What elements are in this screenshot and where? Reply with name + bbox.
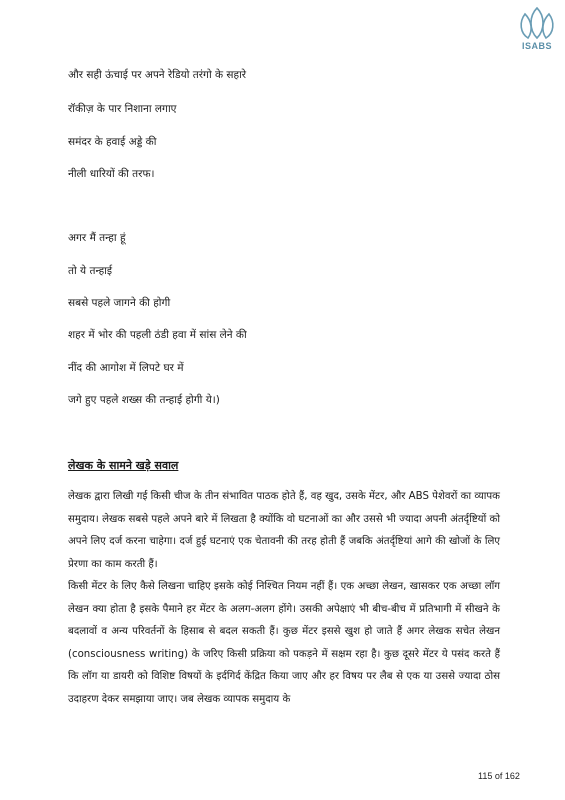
poem-line: नीली धारियों की तरफ। — [68, 168, 155, 180]
poem-line: तो ये तन्हाई — [68, 265, 113, 277]
isabs-logo — [514, 4, 560, 52]
poem-line: और सही ऊंचाई पर अपने रेडियो तरंगो के सहारे — [68, 69, 247, 81]
body-paragraph: किसी मेंटर के लिए कैसे लिखना चाहिए इसके कोई निश्चित नियम नहीं हैं। एक अच्छा लेखन, खासकर एक अच्छा लॉग लेखन क्या होता है इसके पैमाने हर मेंटर के अलग-अलग होंगे। उसकी अपेक्षाएं भी बीच-बीच में प्रतिभागी में सीखने के बदलावों व अन्य परिवर्तनों के हिसाब से बदल सकती हैं। कुछ मेंटर इससे खुश हो जाते हैं अगर लेखक सचेत लेखन (consciousness writing) के जरिए किसी प्रक्रिया को पकड़ने में सक्षम रहा है। कुछ दूसरे मेंटर ये पसंद करते हैं कि लॉग या डायरी को विशिष्ट विषयों के इर्दगिर्द केंद्रित किया जाए और हर विषय पर लैब से एक या उससे ज्यादा ठोस उदाहरण देकर समझाया जाए। जब लेखक व्यापक समुदाय के — [68, 581, 500, 705]
poem-line: समंदर के हवाई अड्डे की — [68, 136, 157, 148]
poem-line: शहर में भोर की पहली ठंडी हवा में सांस लेने की — [68, 329, 247, 341]
section-heading: लेखक के सामने खड़े सवाल — [68, 459, 179, 472]
poem-line: रॉकीज़ के पार निशाना लगाए — [68, 103, 177, 115]
body-paragraph: लेखक द्वारा लिखी गई किसी चीज के तीन संभावित पाठक होते हैं, वह खुद, उसके मेंटर, और ABS पेशेवरों का व्यापक समुदाय। लेखक सबसे पहले अपने बारे में लिखता है क्योंकि वो घटनाओं का और उससे भी ज्यादा अपनी अंतर्दृष्टियों को अपने लिए दर्ज करना चाहेगा। दर्ज हुई घटनाएं एक चेतावनी की तरह होती हैं जबकि अंतर्दृष्टियां आगे की खोजों के लिए प्रेरणा का काम करती हैं। — [68, 491, 500, 570]
page-number: 115 of 162 — [478, 771, 520, 781]
poem-line: अगर मैं तन्हा हूं — [68, 232, 126, 244]
poem-line: जगे हुए पहले शख्स की तन्हाई होगी ये।) — [68, 394, 220, 406]
lotus-icon — [514, 4, 560, 42]
logo-text: ISABS — [521, 41, 552, 51]
poem-line: नींद की आगोश में लिपटे घर में — [68, 362, 184, 374]
poem-line: सबसे पहले जागने की होगी — [68, 297, 171, 309]
